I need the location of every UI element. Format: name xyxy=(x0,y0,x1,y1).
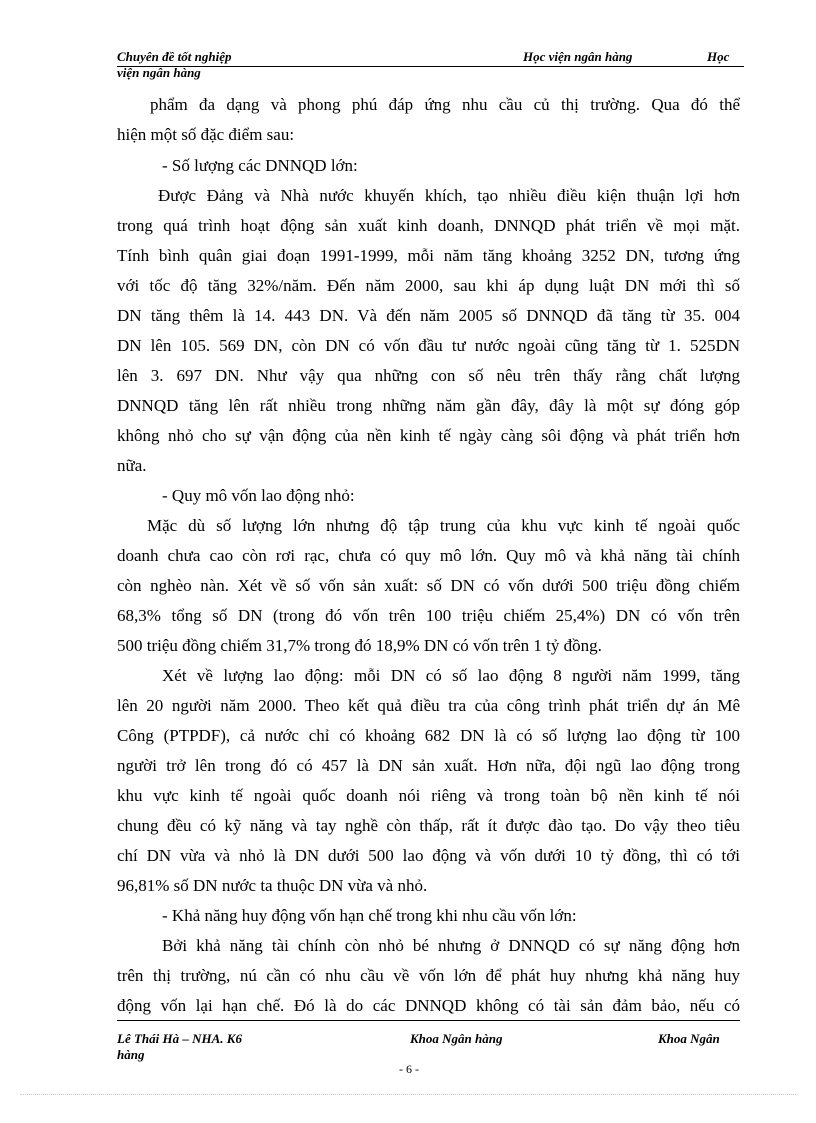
body-line: Xét về lượng lao động: mỗi DN có số lao động 8 người năm 1999, tăng xyxy=(162,666,740,685)
body-line: còn nghèo nàn. Xét về số vốn sản xuất: số DN có vốn dưới 500 triệu đồng chiếm xyxy=(117,576,740,595)
body-line: trên thị trường, nú cần có nhu cầu về vốn lớn để phát huy nhưng khả năng huy xyxy=(117,966,740,985)
body-line: Mặc dù số lượng lớn nhưng độ tập trung của khu vực kinh tế ngoài quốc xyxy=(147,516,740,535)
body-line: 96,81% số DN nước ta thuộc DN vừa và nhỏ. xyxy=(117,876,428,895)
body-line: 68,3% tổng số DN (trong đó vốn trên 100 triệu chiếm 25,4%) DN có vốn trên xyxy=(117,606,740,625)
header-wrap: viện ngân hàng xyxy=(117,65,201,80)
body-line: DNNQD tăng lên rất nhiều trong những năm gần đây, đây là một sự đóng góp xyxy=(117,396,740,415)
footer-rule xyxy=(117,1020,740,1021)
body-line: trong quá trình hoạt động sản xuất kinh doanh, DNNQD phát triển về mọi mặt. xyxy=(117,216,740,235)
body-line: hiện một số đặc điểm sau: xyxy=(117,125,295,144)
body-line: Công (PTPDF), cả nước chỉ có khoảng 682 DN là có số lượng lao động từ 100 xyxy=(117,726,740,745)
body-line: Được Đảng và Nhà nước khuyến khích, tạo nhiều điều kiện thuận lợi hơn xyxy=(158,186,740,205)
body-line: Tính bình quân giai đoạn 1991-1999, mỗi năm tăng khoảng 3252 DN, tương ứng xyxy=(117,246,740,265)
page-number: - 6 - xyxy=(399,1062,419,1076)
bullet-heading: - Khả năng huy động vốn hạn chế trong khi nhu cầu vốn lớn: xyxy=(162,906,577,925)
body-line: 500 triệu đồng chiếm 31,7% trong đó 18,9% DN có vốn trên 1 tỷ đồng. xyxy=(117,636,602,655)
body-line: phẩm đa dạng và phong phú đáp ứng nhu cầu củ thị trường. Qua đó thể xyxy=(150,95,740,114)
body-line: chí DN vừa và nhỏ là DN dưới 500 lao động và vốn dưới 10 tỷ đồng, thì có tới xyxy=(117,846,740,865)
footer-wrap: hàng xyxy=(117,1047,145,1062)
body-line: lên 3. 697 DN. Như vậy qua những con số nêu trên thấy rằng chất lượng xyxy=(117,366,740,385)
bullet-heading: - Số lượng các DNNQD lớn: xyxy=(162,156,358,175)
body-line: chung đều có kỹ năng và tay nghề còn thấp, rất ít được đào tạo. Do vậy theo tiêu xyxy=(117,816,740,835)
footer-right: Khoa Ngân xyxy=(658,1031,720,1046)
footer-left: Lê Thái Hà – NHA. K6 xyxy=(117,1031,242,1046)
bullet-heading: - Quy mô vốn lao động nhỏ: xyxy=(162,486,355,505)
body-line: nữa. xyxy=(117,456,147,475)
body-line: người trở lên trong đó có 457 là DN sản xuất. Hơn nữa, đội ngũ lao động trong xyxy=(117,756,740,775)
header-right: Học xyxy=(707,49,730,64)
body-line: DN lên 105. 569 DN, còn DN có vốn đầu tư nước ngoài cũng tăng từ 1. 525DN xyxy=(117,336,740,355)
header-center: Học viện ngân hàng xyxy=(523,49,633,64)
body-line: lên 20 người năm 2000. Theo kết quả điều tra của công trình phát triển dự án Mê xyxy=(117,696,740,715)
body-line: không nhỏ cho sự vận động của nền kinh tế ngày càng sôi động và phát triển hơn xyxy=(117,426,740,445)
page-boundary xyxy=(20,1094,796,1095)
body-line: khu vực kinh tế ngoài quốc doanh nói riêng và trong toàn bộ nền kinh tế nói xyxy=(117,786,740,805)
body-line: Bởi khả năng tài chính còn nhỏ bé nhưng ở DNNQD có sự năng động hơn xyxy=(162,936,740,955)
body-line: động vốn lại hạn chế. Đó là do các DNNQD không có tài sản đảm bảo, nếu có xyxy=(117,996,740,1015)
footer-center: Khoa Ngân hàng xyxy=(410,1031,503,1046)
body-line: với tốc độ tăng 32%/năm. Đến năm 2000, sau khi áp dụng luật DN mới thì số xyxy=(117,276,740,295)
body-line: DN tăng thêm là 14. 443 DN. Và đến năm 2005 số DNNQD đã tăng từ 35. 004 xyxy=(117,306,740,325)
header-left: Chuyên đề tốt nghiệp xyxy=(117,49,232,64)
body-line: doanh chưa cao còn rơi rạc, chưa có quy mô lớn. Quy mô và khả năng tài chính xyxy=(117,546,740,565)
header-rule xyxy=(117,66,744,67)
